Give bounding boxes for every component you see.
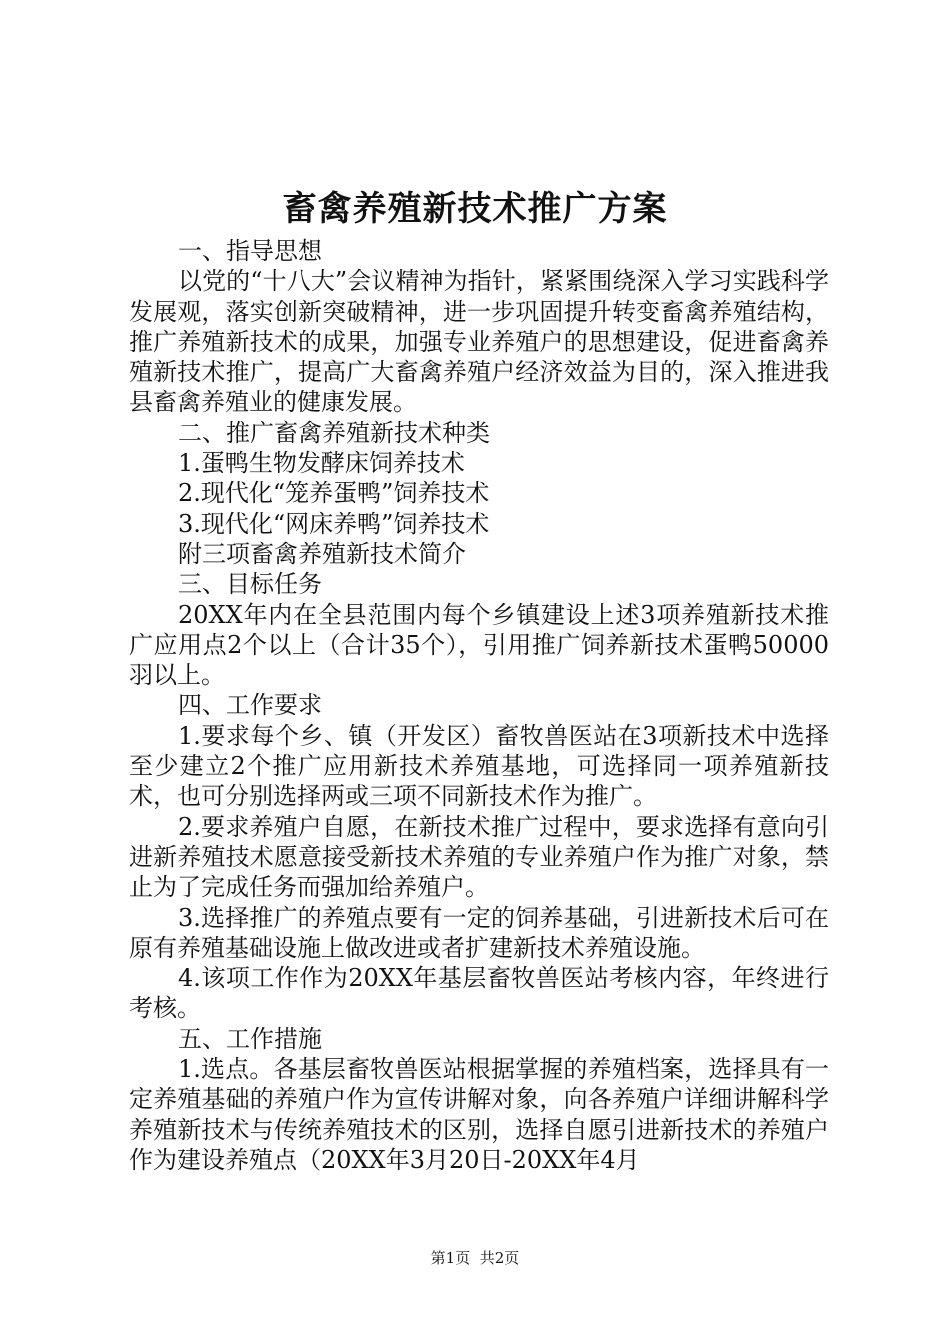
paragraph: 以党的“十八大”会议精神为指针，紧紧围绕深入学习实践科学发展观，落实创新突破精神，进一步巩固提升转变畜禽养殖结构，推广养殖新技术的成果，加强专业养殖户的思想建设，促进畜禽养殖新技术推广，提高广大畜禽养殖户经济效益为目的，深入推进我县畜禽养殖业的健康发展。 [129, 267, 829, 417]
paragraph: 三、目标任务 [178, 570, 322, 599]
paragraph: 二、推广畜禽养殖新技术种类 [178, 418, 490, 447]
paragraph: 2.要求养殖户自愿，在新技术推广过程中，要求选择有意向引进新养殖技术愿意接受新技术养殖的专业养殖户作为推广对象，禁止为了完成任务而强加给养殖户。 [129, 812, 829, 902]
document-body [129, 236, 829, 1175]
paragraph: 2.现代化“笼养蛋鸭”饲养技术 [178, 479, 490, 508]
paragraph: 五、工作措施 [178, 1024, 322, 1053]
paragraph: 4.该项工作作为20XX年基层畜牧兽医站考核内容，年终进行考核。 [129, 964, 829, 1023]
paragraph: 附三项畜禽养殖新技术简介 [178, 539, 466, 568]
paragraph: 1.要求每个乡、镇（开发区）畜牧兽医站在3项新技术中选择至少建立2个推广应用新技术养殖基地，可选择同一项养殖新技术，也可分别选择两或三项不同新技术作为推广。 [129, 721, 829, 811]
paragraph: 20XX年内在全县范围内每个乡镇建设上述3项养殖新技术推广应用点2个以上（合计35个），引用推广饲养新技术蛋鸭50000羽以上。 [129, 600, 829, 690]
paragraph: 1.蛋鸭生物发酵床饲养技术 [178, 449, 465, 478]
page-number: 第1页 [430, 1249, 471, 1267]
paragraph: 四、工作要求 [178, 691, 322, 720]
paragraph: 3.选择推广的养殖点要有一定的饲养基础，引进新技术后可在原有养殖基础设施上做改进或者扩建新技术养殖设施。 [129, 903, 829, 962]
paragraph: 1.选点。各基层畜牧兽医站根据掌握的养殖档案，选择具有一定养殖基础的养殖户作为宣传讲解对象，向各养殖户详细讲解科学养殖新技术与传统养殖技术的区别，选择自愿引进新技术的养殖户作为建设养殖点（20XX年3月20日-20XX年4月 [129, 1055, 829, 1174]
page-footer [0, 1248, 950, 1268]
page-total: 共2页 [479, 1249, 520, 1267]
paragraph: 一、指导思想 [178, 237, 322, 265]
paragraph: 3.现代化“网床养鸭”饲养技术 [178, 509, 490, 538]
document-title: 畜禽养殖新技术推广方案 [282, 189, 668, 229]
